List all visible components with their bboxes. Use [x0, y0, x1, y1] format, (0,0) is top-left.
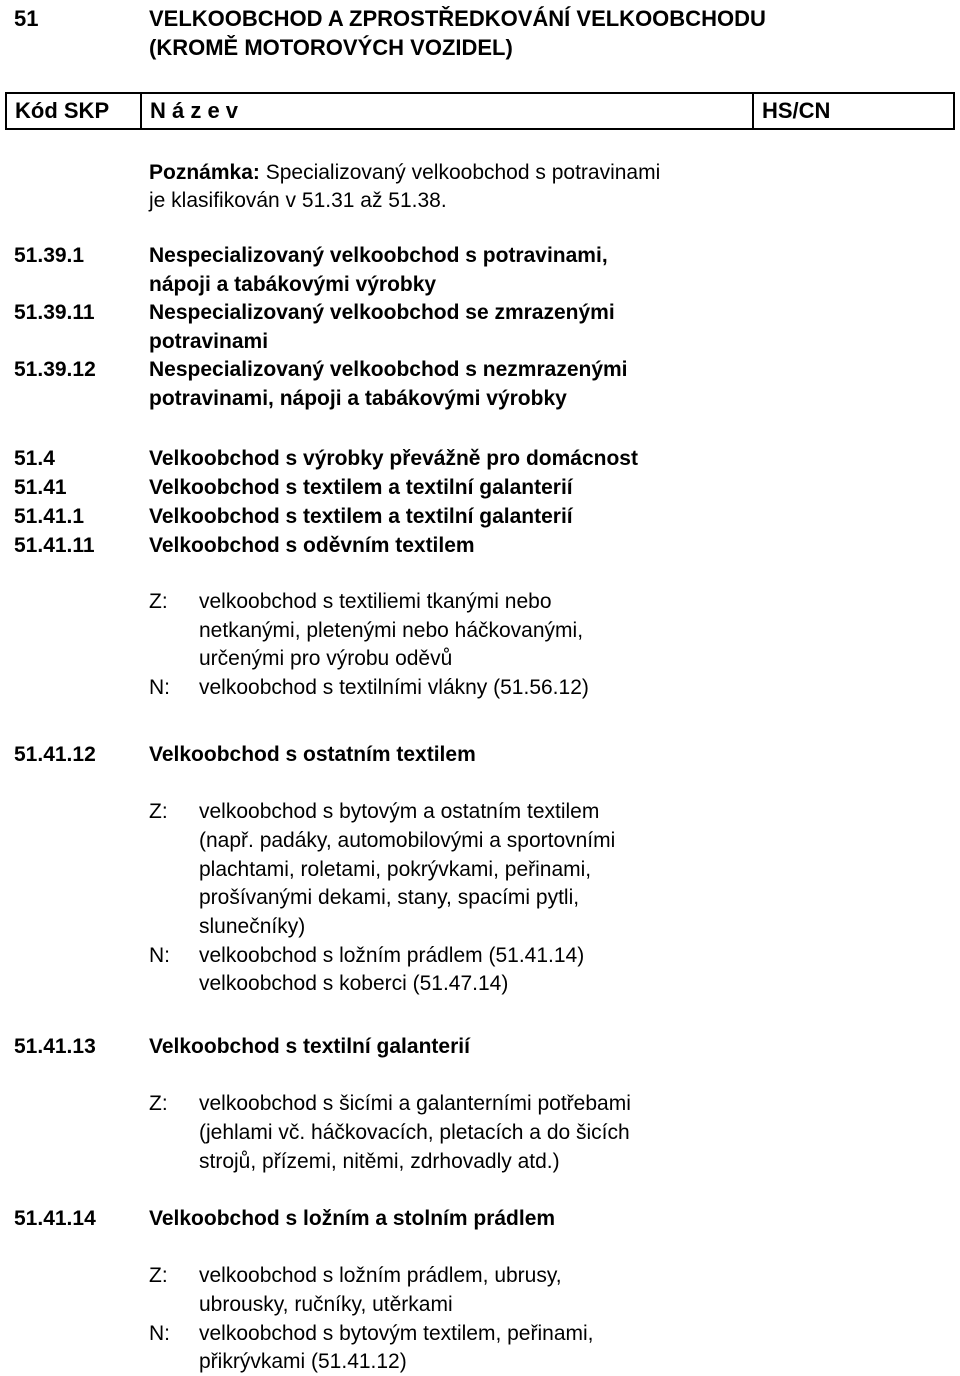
entry-code: 51.41.11 [14, 534, 95, 557]
includes-text: netkanými, pletenými nebo háčkovanými, [199, 619, 584, 642]
includes-text: prošívanými dekami, stany, spacími pytli, [199, 886, 580, 909]
entry-code: 51.41.13 [14, 1035, 96, 1058]
entry-title: Velkoobchod s oděvním textilem [149, 534, 475, 557]
note-label: Poznámka: [149, 161, 260, 184]
includes-label: Z: [149, 590, 168, 613]
includes-text: velkoobchod s textiliemi tkanými nebo [199, 590, 552, 613]
includes-label: Z: [149, 1092, 168, 1115]
excludes-text: velkoobchod s bytovým textilem, peřinami, [199, 1322, 594, 1345]
excludes-text: velkoobchod s koberci (51.47.14) [199, 972, 509, 995]
column-header-row [5, 92, 955, 130]
entry-code: 51.39.1 [14, 244, 85, 267]
entry-title: Velkoobchod s výrobky převážně pro domácnost [149, 447, 638, 470]
includes-text: (jehlami vč. háčkovacích, pletacích a do šicích [199, 1121, 630, 1144]
column-code-header: Kód SKP [7, 94, 142, 128]
entry-code: 51.41.14 [14, 1207, 96, 1230]
entry-code: 51.41.12 [14, 743, 96, 766]
entry-code: 51.41 [14, 476, 67, 499]
excludes-text: velkoobchod s ložním prádlem (51.41.14) [199, 944, 585, 967]
excludes-label: N: [149, 1322, 170, 1345]
column-hs-header: HS/CN [762, 98, 831, 123]
note-line2: je klasifikován v 51.31 až 51.38. [149, 189, 447, 212]
entry-title: Velkoobchod s ložním a stolním prádlem [149, 1207, 556, 1230]
entry-title: Nespecializovaný velkoobchod s nezmrazenými [149, 358, 628, 381]
entry-title: Velkoobchod s textilem a textilní galanterií [149, 476, 573, 499]
section-title-line2: (KROMĚ MOTOROVÝCH VOZIDEL) [149, 35, 513, 60]
includes-text: velkoobchod s ložním prádlem, ubrusy, [199, 1264, 562, 1287]
entry-code: 51.39.11 [14, 301, 95, 324]
includes-text: plachtami, roletami, pokrývkami, peřinami, [199, 858, 592, 881]
entry-code: 51.39.12 [14, 358, 96, 381]
entry-title: Velkoobchod s textilní galanterií [149, 1035, 470, 1058]
entry-title: Velkoobchod s textilem a textilní galanterií [149, 505, 573, 528]
includes-text: velkoobchod s bytovým a ostatním textilem [199, 800, 600, 823]
entry-title: Nespecializovaný velkoobchod s potravinami, [149, 244, 608, 267]
entry-title: Nespecializovaný velkoobchod se zmrazenými [149, 301, 615, 324]
section-code: 51 [14, 6, 39, 31]
column-name-header: N á z e v [142, 94, 754, 128]
entry-title-cont: potravinami, nápoji a tabákovými výrobky [149, 387, 567, 410]
includes-text: slunečníky) [199, 915, 306, 938]
entry-title-cont: nápoji a tabákovými výrobky [149, 273, 437, 296]
excludes-text: přikrývkami (51.41.12) [199, 1350, 407, 1373]
includes-text: určenými pro výrobu oděvů [199, 647, 453, 670]
excludes-label: N: [149, 944, 170, 967]
section-title-line1: VELKOOBCHOD A ZPROSTŘEDKOVÁNÍ VELKOOBCHODU [149, 6, 766, 31]
entry-code: 51.41.1 [14, 505, 85, 528]
includes-label: Z: [149, 800, 168, 823]
includes-label: Z: [149, 1264, 168, 1287]
includes-text: velkoobchod s šicími a galanterními potřebami [199, 1092, 631, 1115]
note-line1 [149, 158, 660, 187]
entry-title-cont: potravinami [149, 330, 269, 353]
entry-title: Velkoobchod s ostatním textilem [149, 743, 476, 766]
includes-text: strojů, přízemi, nitěmi, zdrhovadly atd.) [199, 1150, 560, 1173]
excludes-text: velkoobchod s textilními vlákny (51.56.12) [199, 676, 589, 699]
includes-text: ubrousky, ručníky, utěrkami [199, 1293, 453, 1316]
includes-text: (např. padáky, automobilovými a sportovními [199, 829, 616, 852]
excludes-label: N: [149, 676, 170, 699]
note-text: Specializovaný velkoobchod s potravinami [259, 161, 661, 184]
entry-code: 51.4 [14, 447, 55, 470]
